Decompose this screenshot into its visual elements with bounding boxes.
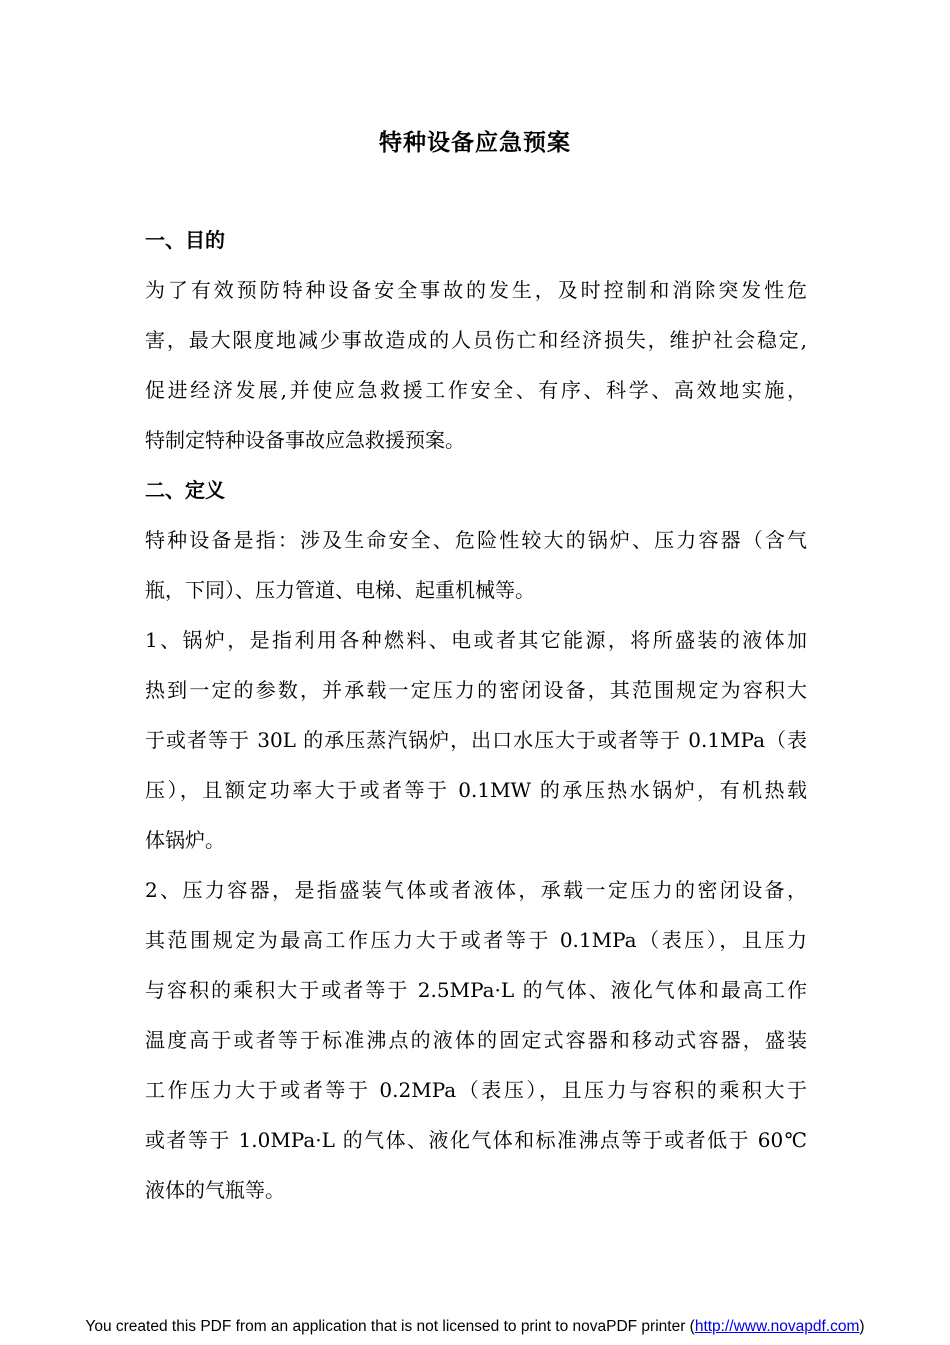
paragraph-line: 与容积的乘积大于或者等于 2.5MPa·L 的气体、液化气体和最高工作	[145, 978, 807, 1002]
footer-notice-text: You created this PDF from an application that is not licensed to print to novaPDF printer (	[85, 1318, 695, 1335]
footer-closing-paren: )	[859, 1318, 865, 1335]
paragraph-line: 为了有效预防特种设备安全事故的发生，及时控制和消除突发性危	[145, 278, 807, 302]
document-body	[145, 215, 807, 1215]
paragraph-line: 体锅炉。	[145, 828, 225, 852]
novapdf-link[interactable]: http://www.novapdf.com	[694, 1318, 860, 1335]
paragraph-line: 1、锅炉，是指利用各种燃料、电或者其它能源，将所盛装的液体加	[145, 628, 807, 652]
paragraph-line: 其范围规定为最高工作压力大于或者等于 0.1MPa（表压），且压力	[145, 928, 807, 952]
paragraph-line: 压），且额定功率大于或者等于 0.1MW 的承压热水锅炉，有机热载	[145, 778, 807, 802]
paragraph-line: 害，最大限度地减少事故造成的人员伤亡和经济损失，维护社会稳定,	[145, 328, 807, 352]
paragraph-line: 液体的气瓶等。	[145, 1178, 285, 1202]
section-heading-definition: 二、定义	[145, 478, 225, 502]
document-title: 特种设备应急预案	[379, 129, 571, 156]
paragraph-line: 或者等于 1.0MPa·L 的气体、液化气体和标准沸点等于或者低于 60℃	[145, 1128, 807, 1152]
paragraph-line: 2、压力容器，是指盛装气体或者液体，承载一定压力的密闭设备，	[145, 878, 807, 902]
paragraph-line: 温度高于或者等于标准沸点的液体的固定式容器和移动式容器，盛装	[145, 1028, 807, 1052]
paragraph-line: 热到一定的参数，并承载一定压力的密闭设备，其范围规定为容积大	[145, 678, 807, 702]
paragraph-line: 促进经济发展,并使应急救援工作安全、有序、科学、高效地实施，	[145, 378, 807, 402]
paragraph-line: 于或者等于 30L 的承压蒸汽锅炉，出口水压大于或者等于 0.1MPa（表	[145, 728, 807, 752]
license-footer	[0, 1318, 950, 1336]
paragraph-line: 特制定特种设备事故应急救援预案。	[145, 428, 465, 452]
paragraph-line: 特种设备是指：涉及生命安全、危险性较大的锅炉、压力容器（含气	[145, 528, 807, 552]
section-heading-purpose: 一、目的	[145, 228, 225, 252]
paragraph-line: 工作压力大于或者等于 0.2MPa（表压），且压力与容积的乘积大于	[145, 1078, 807, 1102]
paragraph-line: 瓶，下同）、压力管道、电梯、起重机械等。	[145, 578, 535, 602]
